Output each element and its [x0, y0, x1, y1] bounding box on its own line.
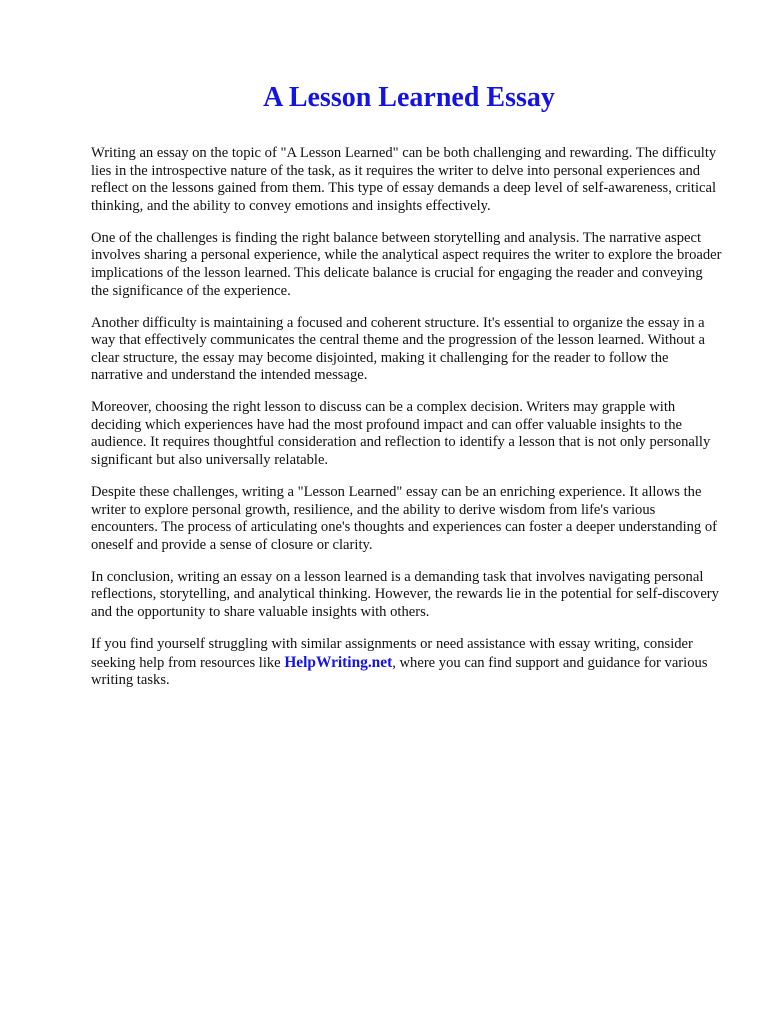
paragraph-5: Despite these challenges, writing a "Lesson Learned" essay can be an enriching experience. It allows the writer to explore personal growth, resilience, and the ability to derive wisdom from life's various encounters. The process of articulating one's thoughts and experiences can foster a deeper understanding of oneself and provide a sense of closure or clarity. [91, 484, 718, 553]
paragraph-4: Moreover, choosing the right lesson to discuss can be a complex decision. Writers may grapple with deciding which experiences have had the most profound impact and can offer valuable insights to the audience. It requires thoughtful consideration and reflection to identify a lesson that is not only personally significant but also universally relatable. [91, 399, 711, 469]
paragraph-2: One of the challenges is finding the right balance between storytelling and analysis. The narrative aspect involves sharing a personal experience, while the analytical aspect requires the writer to explore the broader implications of the lesson learned. This delicate balance is crucial for engaging the reader and conveying the significance of the experience. [91, 229, 722, 299]
closing-text-after-link: , where you can find support and guidance for various writing tasks. [91, 654, 708, 689]
closing-paragraph [91, 636, 723, 690]
paragraph-3: Another difficulty is maintaining a focused and coherent structure. It's essential to organize the essay in a way that effectively communicates the central theme and the progression of the lesson learned. Without a clear structure, the essay may become disjointed, making it challenging for the reader to follow the narrative and understand the intended message. [91, 314, 706, 384]
page-title: A Lesson Learned Essay [263, 82, 555, 113]
helpwriting-link[interactable]: HelpWriting.net [284, 653, 393, 671]
paragraph-1: Writing an essay on the topic of "A Lesson Learned" can be both challenging and rewarding. The difficulty lies in the introspective nature of the task, as it requires the writer to delve into personal experiences and reflect on the lessons gained from them. This type of essay demands a deep level of self-awareness, critical thinking, and the ability to convey emotions and insights effectively. [91, 145, 717, 214]
essay-body [91, 145, 723, 704]
closing-text-before-link: If you find yourself struggling with similar assignments or need assistance with essay writing, consider seeking help from resources like [91, 636, 693, 671]
paragraph-6: In conclusion, writing an essay on a lesson learned is a demanding task that involves navigating personal reflections, storytelling, and analytical thinking. However, the rewards lie in the potential for self-discovery and the opportunity to share valuable insights with others. [91, 568, 719, 621]
